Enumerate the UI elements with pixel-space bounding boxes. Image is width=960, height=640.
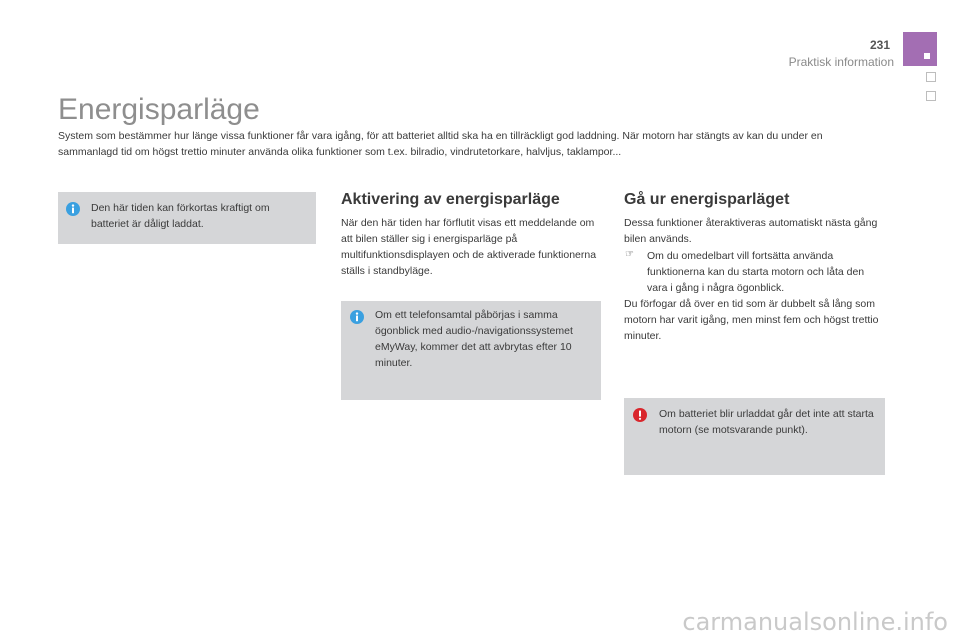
bullet-marker-icon: ☞ xyxy=(625,249,634,260)
section-tab[interactable] xyxy=(926,91,936,101)
exit-heading: Gå ur energisparläget xyxy=(624,191,790,208)
info-note-activation xyxy=(341,301,601,400)
info-note-left xyxy=(58,192,316,244)
info-note-left-text: Den här tiden kan förkortas kraftigt om batteriet är dåligt laddat. xyxy=(91,202,270,230)
watermark: carmanualsonline.info xyxy=(682,608,948,636)
exit-bullet-text: Om du omedelbart vill fortsätta använda funktionerna kan du starta motorn och låta den vara i gång i några ögonblick. xyxy=(647,250,865,294)
info-note-activation-text: Om ett telefonsamtal påbörjas i samma ögonblick med audio-/navigationssystemet eMyWay, kommer det att avbrytas efter 10 minuter. xyxy=(375,309,573,369)
warning-icon xyxy=(633,408,647,422)
section-tab[interactable] xyxy=(926,72,936,82)
intro-text: System som bestämmer hur länge vissa funktioner får vara igång, för att batteriet alltid ska ha en tillräckligt god laddning. När motorn har stängts av kan du under en sammanlagd tid om högst trettio minuter använda olika funktioner som t.ex. bilradio, vindrutetorkare, halvljus, taklampor... xyxy=(58,130,823,158)
activation-text: När den här tiden har förflutit visas ett meddelande om att bilen ställer sig i energisparläge på multifunktionsdisplayen och de aktiverade funktionerna ställs i standbyläge. xyxy=(341,217,597,277)
info-icon xyxy=(66,202,80,216)
activation-heading: Aktivering av energisparläge xyxy=(341,191,560,208)
section-title: Praktisk information xyxy=(788,55,894,69)
page-number: 231 xyxy=(869,38,890,52)
warning-note-exit xyxy=(624,398,885,475)
page-title: Energisparläge xyxy=(58,93,260,126)
info-icon xyxy=(350,310,364,324)
exit-text-2: Du förfogar då över en tid som är dubbelt så lång som motorn har varit igång, men minst fem och högst trettio minuter. xyxy=(624,298,879,342)
tab-indicator xyxy=(924,53,930,59)
section-tab-active[interactable] xyxy=(903,32,937,66)
warning-note-text: Om batteriet blir urladdat går det inte att starta motorn (se motsvarande punkt). xyxy=(659,408,874,436)
exit-text: Dessa funktioner återaktiveras automatiskt nästa gång bilen används. xyxy=(624,217,878,245)
